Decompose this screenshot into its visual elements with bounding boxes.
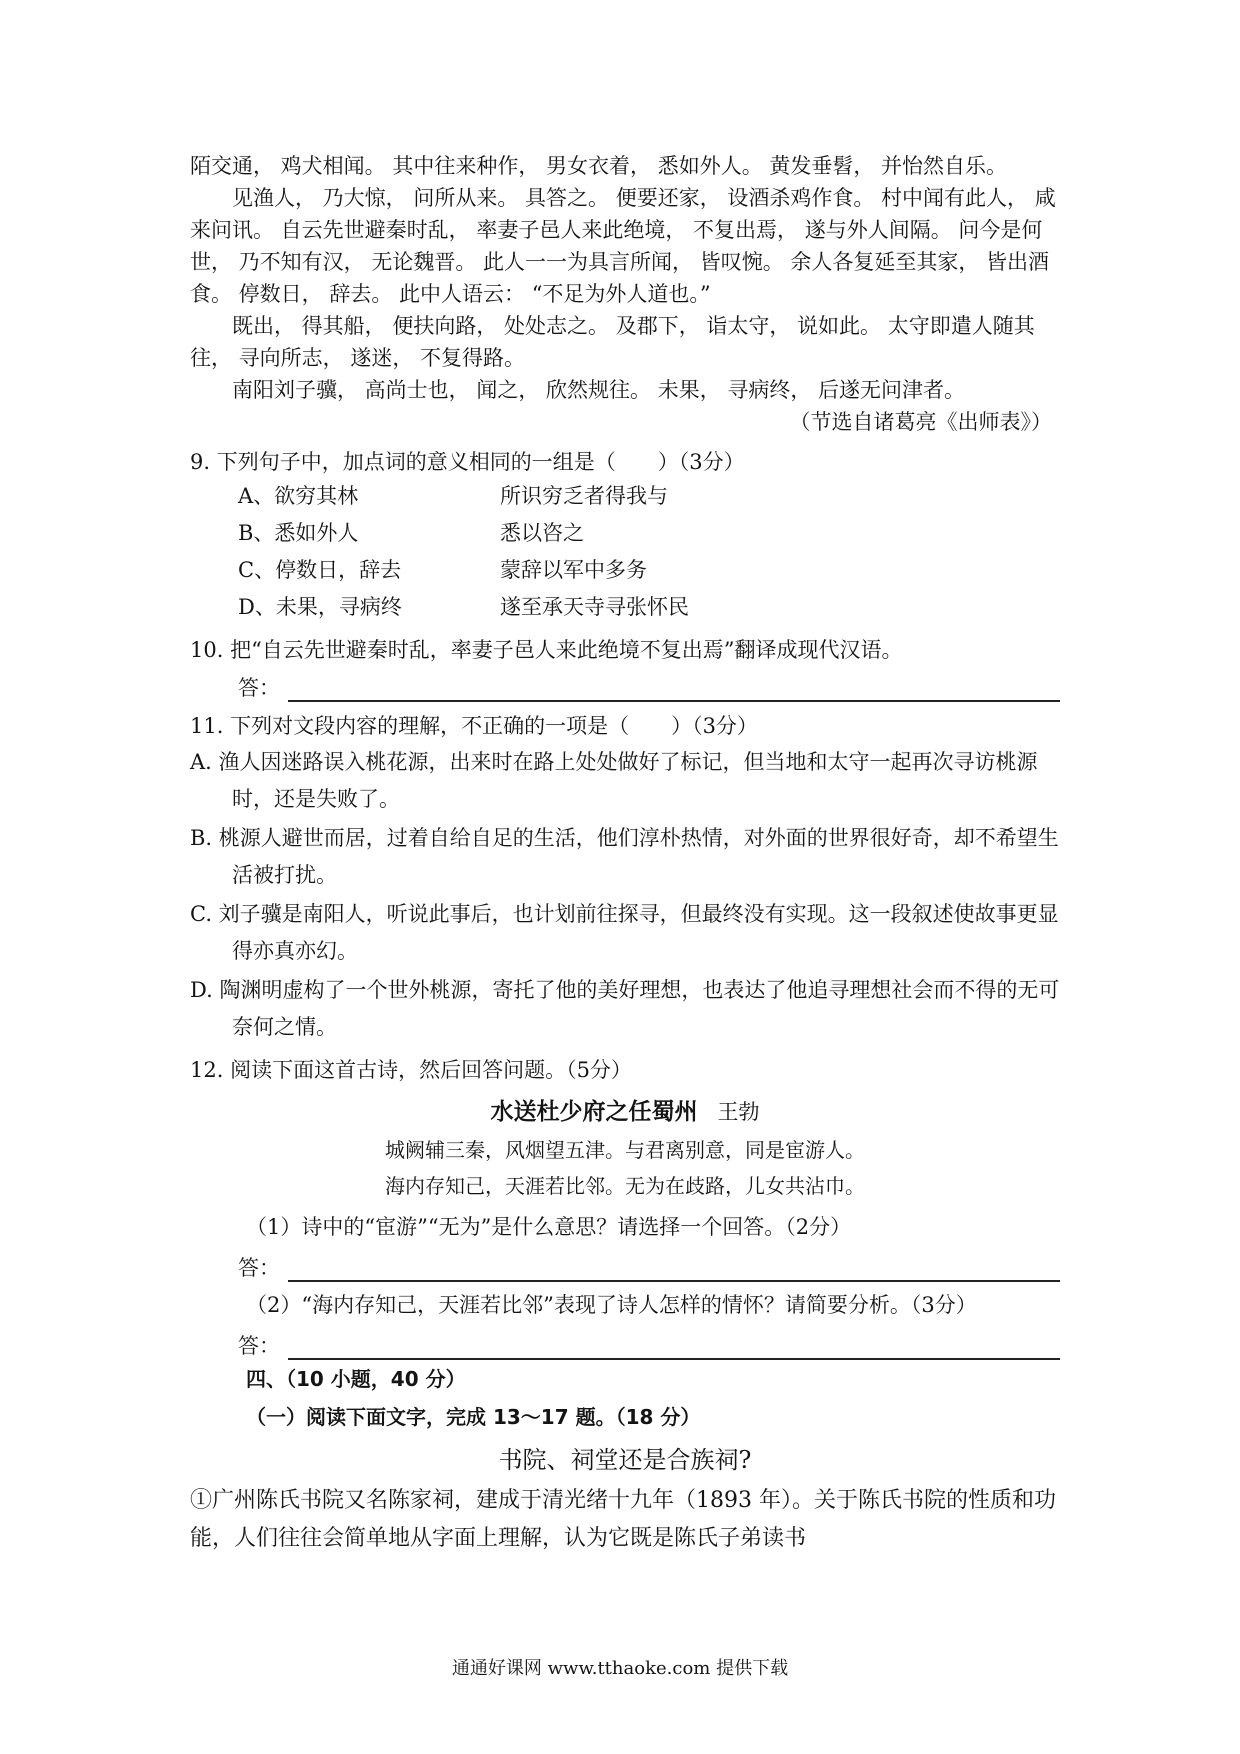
poem-author: 王勃 xyxy=(717,1100,760,1124)
question-9-stem: 9. 下列句子中，加点词的意义相同的一组是（ ）（3分） xyxy=(190,450,745,474)
option-right: 悉以咨之 xyxy=(500,521,584,545)
question-10-stem: 10. 把“自云先世避秦时乱，率妻子邑人来此绝境不复出焉”翻译成现代汉语。 xyxy=(190,638,903,662)
passage-source: （节选自诸葛亮《出师表》） xyxy=(789,410,1052,434)
section-4-sub-heading: （一）阅读下面文字，完成 13～17 题。（18 分） xyxy=(246,1405,701,1429)
poem-line-2: 海内存知己，天涯若比邻。无为在歧路，儿女共沾巾。 xyxy=(385,1174,865,1198)
question-12-sub-2-answer-field[interactable] xyxy=(238,1324,1060,1360)
question-12-sub-1: （1）诗中的“宦游”“无为”是什么意思？请选择一个回答。（2分） xyxy=(246,1215,852,1239)
question-9-option-a xyxy=(190,478,1060,515)
exam-page xyxy=(190,150,1060,1558)
passage-paragraph-2: 见渔人， 乃大惊， 问所从来。 具答之。 便要还家， 设酒杀鸡作食。 村中闻有此人， 咸来问讯。 自云先世避秦时乱， 率妻子邑人来此绝境， 不复出焉， 遂与外人间隔。 问今是何世， 乃不知有汉， 无论魏晋。 此人一一为具言所闻， 皆叹惋。 余人各复延至其家， 皆出酒食。 停数日， 辞去。 此中人语云： “不足为外人道也。” xyxy=(190,186,1056,306)
question-12-sub-1-answer-field[interactable] xyxy=(238,1246,1060,1282)
answer-line[interactable] xyxy=(288,1334,1060,1360)
question-9-option-d xyxy=(190,589,1060,626)
option-left: C、停数日，辞去 xyxy=(238,558,402,582)
question-11-choice-d: D. 陶渊明虚构了一个世外桃源，寄托了他的美好理想，也表达了他追寻理想社会而不得的无可奈何之情。 xyxy=(190,978,1060,1039)
passage-paragraph-4: 南阳刘子骥， 高尚士也， 闻之， 欣然规往。 未果， 寻病终， 后遂无问津者。 xyxy=(232,378,966,402)
page-footer: 通通好课网 www.tthaoke.com 提供下载 xyxy=(451,1658,789,1679)
answer-line[interactable] xyxy=(288,1256,1060,1282)
question-10-answer-field[interactable] xyxy=(238,666,1060,702)
question-12-stem: 12. 阅读下面这首古诗，然后回答问题。（5分） xyxy=(190,1058,632,1082)
answer-line[interactable] xyxy=(288,676,1060,702)
option-left: D、未果，寻病终 xyxy=(238,595,402,619)
option-right: 所识穷乏者得我与 xyxy=(500,484,668,508)
question-12-sub-2: （2）“海内存知己，天涯若比邻”表现了诗人怎样的情怀？请简要分析。（3分） xyxy=(246,1293,977,1317)
question-9-option-c xyxy=(190,552,1060,589)
answer-label: 答： xyxy=(238,676,280,700)
poem-title: 水送杜少府之任蜀州 xyxy=(490,1099,698,1125)
question-11-choice-b: B. 桃源人避世而居，过着自给自足的生活，他们淳朴热情，对外面的世界很好奇，却不希望生活被打扰。 xyxy=(190,826,1059,887)
poem-line-1: 城阙辅三秦，风烟望五津。与君离别意，同是宦游人。 xyxy=(385,1138,865,1162)
question-11-choice-a: A. 渔人因迷路误入桃花源，出来时在路上处处做好了标记，但当地和太守一起再次寻访桃源时，还是失败了。 xyxy=(190,750,1038,811)
passage-paragraph-1: 陌交通， 鸡犬相闻。 其中往来种作， 男女衣着， 悉如外人。 黄发垂髫， 并怡然自乐。 xyxy=(190,154,1008,178)
article-title: 书院、祠堂还是合族祠? xyxy=(498,1446,752,1474)
question-11-choice-c: C. 刘子骥是南阳人，听说此事后，也计划前往探寻，但最终没有实现。这一段叙述使故事更显得亦真亦幻。 xyxy=(190,902,1059,963)
option-left: A、欲穷其林 xyxy=(238,484,359,508)
question-11-stem: 11. 下列对文段内容的理解，不正确的一项是（ ）（3分） xyxy=(190,714,758,738)
passage-paragraph-3: 既出， 得其船， 便扶向路， 处处志之。 及郡下， 诣太守， 说如此。 太守即遣人随其往， 寻向所志， 遂迷， 不复得路。 xyxy=(190,314,1035,370)
article-paragraph-1: ①广州陈氏书院又名陈家祠，建成于清光绪十九年（1893 年）。关于陈氏书院的性质和功能，人们往往会简单地从字面上理解，认为它既是陈氏子弟读书 xyxy=(190,1488,1056,1551)
poem-header xyxy=(190,1092,1060,1132)
question-9-option-b xyxy=(190,515,1060,552)
option-left: B、悉如外人 xyxy=(238,521,359,545)
answer-label: 答： xyxy=(238,1334,280,1358)
section-4-heading: 四、（10 小题，40 分） xyxy=(246,1367,466,1391)
option-right: 遂至承天寺寻张怀民 xyxy=(500,595,689,619)
answer-label: 答： xyxy=(238,1256,280,1280)
option-right: 蒙辞以军中多务 xyxy=(500,558,647,582)
